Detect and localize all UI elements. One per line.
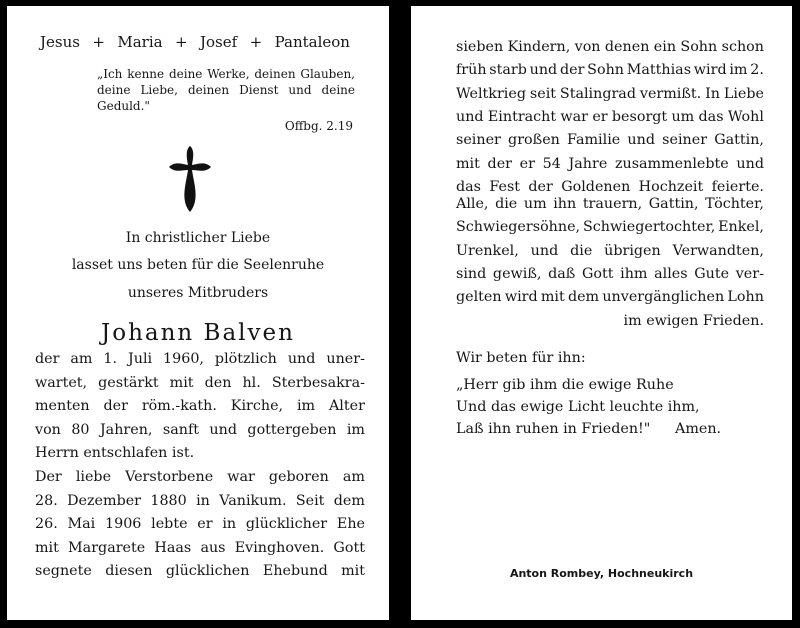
rp1-line-2: früh starb und der Sohn Matthias wird im 2. bbox=[456, 62, 764, 79]
deceased-name: Johann Balven bbox=[101, 320, 295, 346]
rp1-line-5: seiner großen Familie und seiner Gattin, bbox=[456, 132, 764, 149]
plus-1: + bbox=[92, 33, 105, 51]
lp1-line-2: wartet, gestärkt mit den hl. Sterbesakra- bbox=[35, 374, 365, 391]
name-maria: Maria bbox=[117, 33, 163, 51]
prayer-intro: Wir beten für ihn: bbox=[456, 350, 586, 366]
lp1-line-3: menten der röm.-kath. Kirche, im Alter bbox=[35, 398, 365, 414]
plus-3: + bbox=[249, 33, 263, 51]
prayer-amen: Amen. bbox=[675, 421, 722, 437]
lp2-line-4: mit Margarete Haas aus Evinghoven. Gott bbox=[35, 539, 365, 556]
plus-2: + bbox=[175, 33, 188, 51]
prayer-line-3: Laß ihn ruhen in Frieden!" bbox=[456, 421, 651, 437]
intro-line-1: In christlicher Liebe bbox=[125, 230, 271, 246]
lp2-line-5: segnete diesen glücklichen Ehebund mit bbox=[35, 563, 365, 579]
cross-icon bbox=[169, 146, 211, 212]
rp2-line-4: sind gewiß, daß Gott ihm alles Gute ver- bbox=[456, 265, 764, 282]
quote-reference: Offbg. 2.19 bbox=[284, 119, 353, 133]
rp1-line-3: Weltkrieg seit Stalingrad vermißt. In Liebe bbox=[456, 85, 764, 102]
lp1-line-1: der am 1. Juli 1960, plötzlich und uner- bbox=[35, 351, 365, 367]
rp1-line-6: mit der er 54 Jahre zusammenlebte und bbox=[456, 155, 764, 172]
bible-quote: „Ich kenne deine Werke, deinen Glauben, deine Liebe, deinen Dienst und deine Geduld." bbox=[97, 67, 355, 113]
name-pantaleon: Pantaleon bbox=[274, 33, 350, 51]
rp1-line-7: das Fest der Goldenen Hochzeit feierte. bbox=[456, 178, 764, 195]
lp2-line-2: 28. Dezember 1880 in Vanikum. Seit dem bbox=[35, 492, 365, 509]
intro-line-3: unseres Mitbruders bbox=[127, 285, 269, 301]
left-card bbox=[7, 6, 389, 620]
lp1-line-4: von 80 Jahren, sanft und gottergeben im bbox=[35, 421, 365, 438]
right-card bbox=[411, 6, 792, 620]
rp2-line-5: gelten wird mit dem unvergänglichen Lohn bbox=[456, 289, 764, 306]
rp1-line-1: sieben Kindern, von denen ein Sohn schon bbox=[456, 39, 764, 55]
lp2-line-1: Der liebe Verstorbene war geboren am bbox=[35, 469, 365, 485]
name-josef: Josef bbox=[200, 33, 238, 51]
mourners-closing: im ewigen Frieden. bbox=[623, 313, 764, 329]
rp2-line-3: Urenkel, und die übrigen Verwandten, bbox=[456, 242, 764, 259]
rp2-line-1: Alle, die um ihn trauern, Gattin, Töchter, bbox=[456, 196, 764, 212]
rp1-line-4: und Eintracht war er besorgt um das Wohl bbox=[456, 108, 764, 125]
name-jesus: Jesus bbox=[40, 33, 80, 51]
invocation-names bbox=[40, 33, 350, 51]
prayer-line-2: Und das ewige Licht leuchte ihm, bbox=[456, 399, 700, 415]
printer-credit: Anton Rombey, Hochneukirch bbox=[509, 567, 694, 580]
intro-line-2: lasset uns beten für die Seelenruhe bbox=[71, 257, 325, 273]
lp2-line-3: 26. Mai 1906 lebte er in glücklicher Ehe bbox=[35, 516, 365, 532]
rp2-line-2: Schwiegersöhne, Schwiegertochter, Enkel, bbox=[456, 219, 764, 236]
lp1-line-5: Herrn entschlafen ist. bbox=[35, 445, 195, 461]
prayer-line-1: „Herr gib ihm die ewige Ruhe bbox=[456, 377, 674, 393]
